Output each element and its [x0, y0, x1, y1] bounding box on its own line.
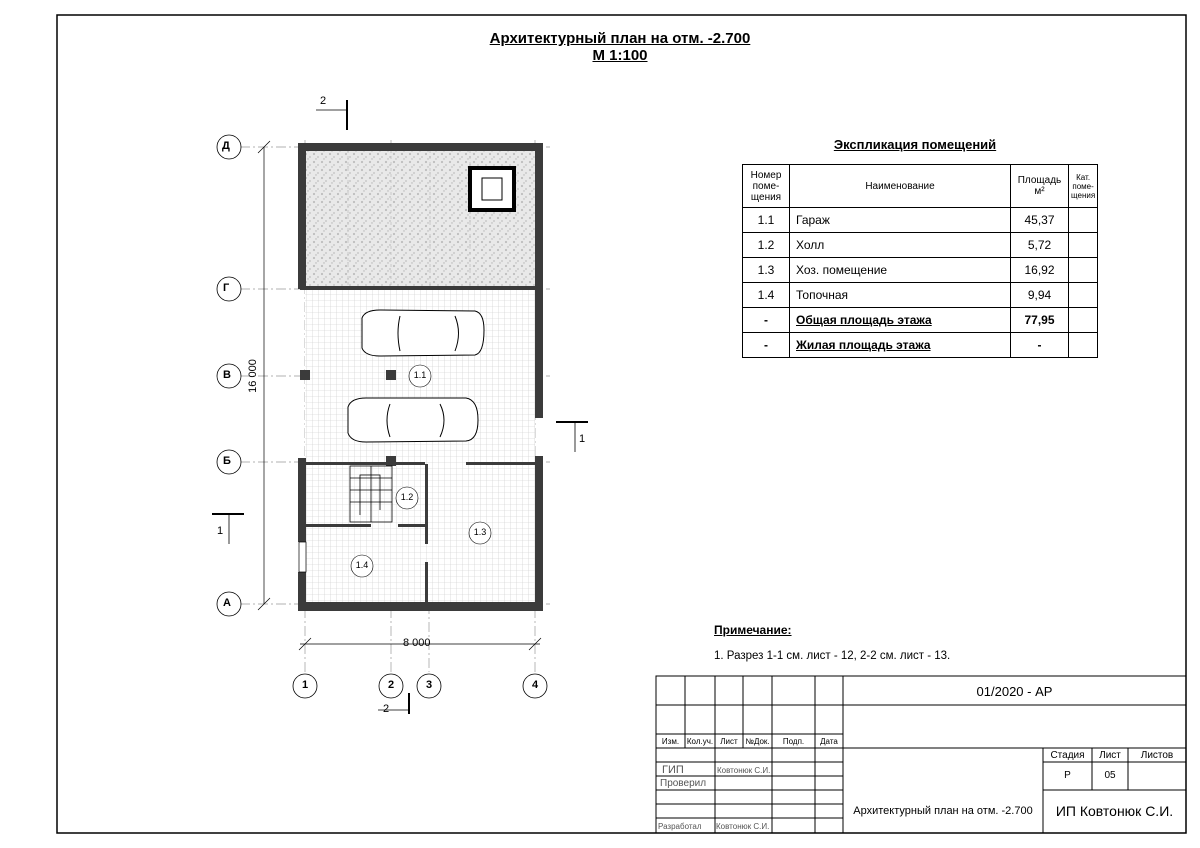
row-area: 77,95	[1011, 308, 1069, 333]
header-cat: Кат. поме-щения	[1069, 165, 1098, 208]
room-label-1-1: 1.1	[413, 370, 427, 380]
col-izm: Изм.	[661, 737, 680, 746]
row-num: -	[743, 333, 790, 358]
row-area: -	[1011, 333, 1069, 358]
table-row-total	[743, 308, 1098, 333]
table-header	[743, 165, 1098, 208]
doc-title: Архитектурный план на отм. -2.700	[853, 805, 1033, 817]
doc-code: 01/2020 - АР	[976, 684, 1053, 699]
row-name: Топочная	[790, 283, 1011, 308]
col-data: Дата	[820, 737, 838, 746]
header-area: Площадь м²	[1011, 165, 1069, 208]
axis-label-d: Д	[222, 140, 230, 152]
axis-label-v: В	[223, 369, 231, 381]
stage-value: Р	[1064, 770, 1071, 781]
row-num: 1.4	[743, 283, 790, 308]
row-name: Холл	[790, 233, 1011, 258]
dim-height: 16 000	[247, 359, 259, 393]
dev-name: Ковтонюк С.И.	[716, 822, 770, 831]
explication-title: Экспликация помещений	[833, 137, 997, 152]
row-area: 16,92	[1011, 258, 1069, 283]
axis-label-b: Б	[223, 455, 231, 467]
header-num: Номер поме-щения	[743, 165, 790, 208]
row-cat	[1069, 308, 1098, 333]
room-label-1-2: 1.2	[400, 492, 414, 502]
sheet-value: 05	[1104, 770, 1116, 781]
table-row	[743, 283, 1098, 308]
checked-label: Проверил	[660, 778, 707, 789]
row-num: 1.1	[743, 208, 790, 233]
header-name: Наименование	[790, 165, 1011, 208]
axis-label-g: Г	[223, 282, 230, 294]
section-1-right: 1	[579, 433, 586, 445]
sheet-label: Лист	[1099, 750, 1121, 761]
row-name: Общая площадь этажа	[790, 308, 1011, 333]
row-cat	[1069, 208, 1098, 233]
table-row	[743, 258, 1098, 283]
explication-table	[742, 164, 1098, 358]
gip-name: Ковтонюк С.И.	[717, 766, 771, 775]
section-2-bottom: 2	[383, 703, 390, 715]
note-text: 1. Разрез 1-1 см. лист - 12, 2-2 см. лист - 13.	[714, 650, 951, 662]
room-label-1-3: 1.3	[473, 527, 487, 537]
table-row	[743, 233, 1098, 258]
col-list: Лист	[720, 737, 738, 746]
row-name: Хоз. помещение	[790, 258, 1011, 283]
dev-label: Разработал	[658, 822, 702, 831]
table-row	[743, 208, 1098, 233]
row-num: -	[743, 308, 790, 333]
col-podp: Подп.	[782, 737, 805, 746]
sheet-scale: М 1:100	[592, 47, 648, 64]
company-name: ИП Ковтонюк С.И.	[1055, 803, 1174, 819]
gip-label: ГИП	[662, 764, 684, 776]
room-label-1-4: 1.4	[355, 560, 369, 570]
row-cat	[1069, 283, 1098, 308]
axis-label-1: 1	[302, 679, 309, 691]
axis-label-3: 3	[426, 679, 433, 691]
axis-label-a: А	[223, 597, 231, 609]
row-cat	[1069, 258, 1098, 283]
row-num: 1.2	[743, 233, 790, 258]
table-row-living	[743, 333, 1098, 358]
dim-width: 8 000	[403, 637, 431, 649]
row-area: 5,72	[1011, 233, 1069, 258]
stage-label: Стадия	[1050, 750, 1085, 761]
axis-label-2: 2	[388, 679, 395, 691]
row-num: 1.3	[743, 258, 790, 283]
row-cat	[1069, 333, 1098, 358]
row-name: Гараж	[790, 208, 1011, 233]
axis-label-4: 4	[532, 679, 539, 691]
section-1-left: 1	[217, 525, 224, 537]
row-area: 9,94	[1011, 283, 1069, 308]
row-area: 45,37	[1011, 208, 1069, 233]
sheet-title: Архитектурный план на отм. -2.700	[489, 30, 751, 47]
section-2-top: 2	[320, 95, 327, 107]
note-title: Примечание:	[714, 623, 792, 637]
sheets-label: Листов	[1140, 750, 1174, 761]
row-name: Жилая площадь этажа	[790, 333, 1011, 358]
row-cat	[1069, 233, 1098, 258]
col-ndoc: №Док.	[745, 737, 770, 746]
col-koluch: Кол.уч.	[686, 737, 714, 746]
